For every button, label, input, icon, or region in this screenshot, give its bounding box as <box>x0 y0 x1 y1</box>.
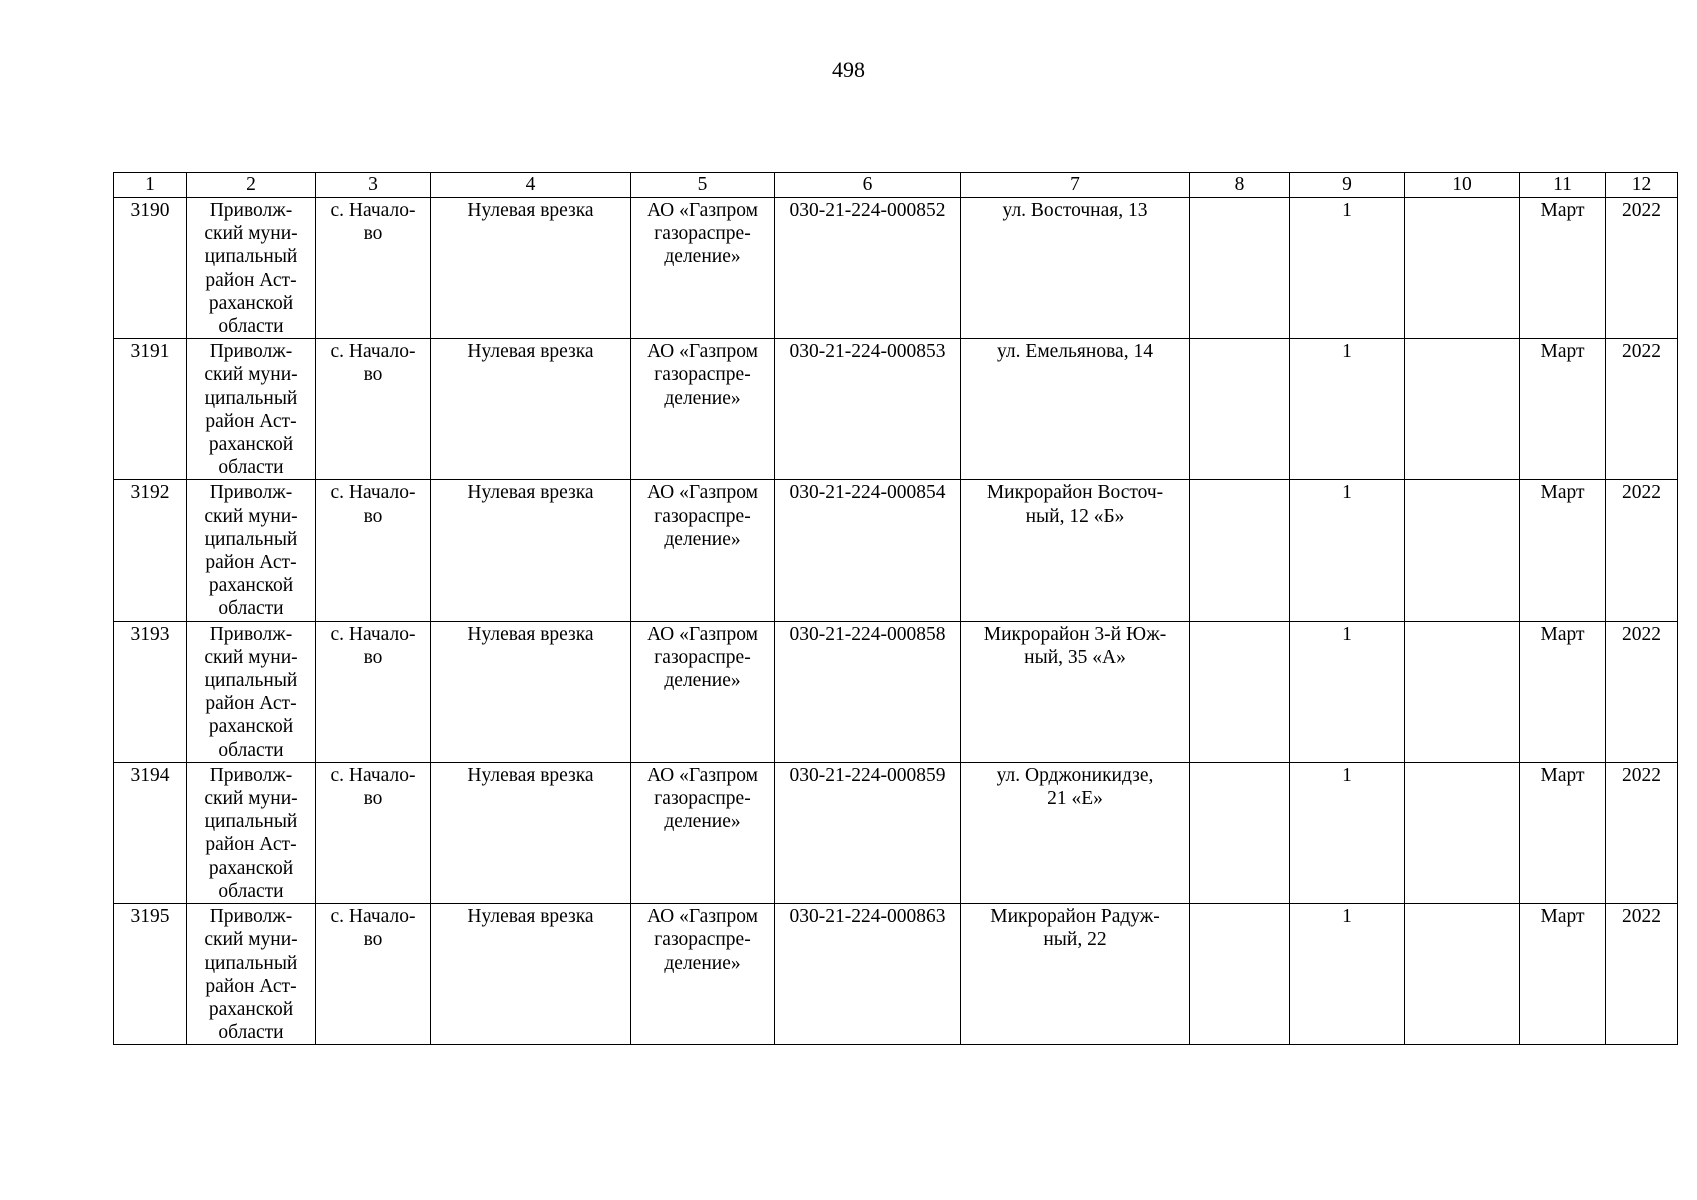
table-row <box>114 762 1678 903</box>
column-8-cell <box>1190 904 1290 1045</box>
column-header-10: 10 <box>1405 173 1520 198</box>
column-header-6: 6 <box>775 173 961 198</box>
table-row <box>114 198 1678 339</box>
organization-cell: АО «Газпром газораспре- деление» <box>631 198 775 339</box>
address-cell: Микрорайон 3-й Юж- ный, 35 «А» <box>961 621 1190 762</box>
column-8-cell <box>1190 339 1290 480</box>
code-cell: 030-21-224-000859 <box>775 762 961 903</box>
registry-table <box>113 172 1678 1045</box>
year-cell: 2022 <box>1606 762 1678 903</box>
work-type-cell: Нулевая врезка <box>431 339 631 480</box>
locality-cell: с. Начало- во <box>316 480 431 621</box>
column-header-7: 7 <box>961 173 1190 198</box>
locality-cell: с. Начало- во <box>316 621 431 762</box>
organization-cell: АО «Газпром газораспре- деление» <box>631 480 775 621</box>
work-type-cell: Нулевая врезка <box>431 480 631 621</box>
row-number-cell: 3193 <box>114 621 187 762</box>
work-type-cell: Нулевая врезка <box>431 621 631 762</box>
column-8-cell <box>1190 198 1290 339</box>
year-cell: 2022 <box>1606 198 1678 339</box>
quantity-cell: 1 <box>1290 198 1405 339</box>
locality-cell: с. Начало- во <box>316 198 431 339</box>
district-cell: Приволж- ский муни- ципальный район Аст- раханской области <box>187 339 316 480</box>
organization-cell: АО «Газпром газораспре- деление» <box>631 762 775 903</box>
organization-cell: АО «Газпром газораспре- деление» <box>631 904 775 1045</box>
month-cell: Март <box>1520 339 1606 480</box>
column-10-cell <box>1405 904 1520 1045</box>
district-cell: Приволж- ский муни- ципальный район Аст- раханской области <box>187 480 316 621</box>
address-cell: ул. Емельянова, 14 <box>961 339 1190 480</box>
quantity-cell: 1 <box>1290 904 1405 1045</box>
work-type-cell: Нулевая врезка <box>431 904 631 1045</box>
code-cell: 030-21-224-000863 <box>775 904 961 1045</box>
month-cell: Март <box>1520 621 1606 762</box>
row-number-cell: 3191 <box>114 339 187 480</box>
address-cell: ул. Восточная, 13 <box>961 198 1190 339</box>
quantity-cell: 1 <box>1290 621 1405 762</box>
row-number-cell: 3190 <box>114 198 187 339</box>
table-row <box>114 621 1678 762</box>
year-cell: 2022 <box>1606 904 1678 1045</box>
row-number-cell: 3192 <box>114 480 187 621</box>
column-header-4: 4 <box>431 173 631 198</box>
quantity-cell: 1 <box>1290 762 1405 903</box>
locality-cell: с. Начало- во <box>316 762 431 903</box>
address-cell: Микрорайон Радуж- ный, 22 <box>961 904 1190 1045</box>
district-cell: Приволж- ский муни- ципальный район Аст- раханской области <box>187 904 316 1045</box>
month-cell: Март <box>1520 762 1606 903</box>
page-number: 498 <box>832 57 865 82</box>
column-header-12: 12 <box>1606 173 1678 198</box>
column-header-2: 2 <box>187 173 316 198</box>
table-row <box>114 480 1678 621</box>
column-header-9: 9 <box>1290 173 1405 198</box>
organization-cell: АО «Газпром газораспре- деление» <box>631 339 775 480</box>
district-cell: Приволж- ский муни- ципальный район Аст- раханской области <box>187 762 316 903</box>
column-10-cell <box>1405 621 1520 762</box>
district-cell: Приволж- ский муни- ципальный район Аст- раханской области <box>187 198 316 339</box>
column-header-11: 11 <box>1520 173 1606 198</box>
year-cell: 2022 <box>1606 480 1678 621</box>
month-cell: Март <box>1520 198 1606 339</box>
row-number-cell: 3195 <box>114 904 187 1045</box>
column-8-cell <box>1190 621 1290 762</box>
code-cell: 030-21-224-000852 <box>775 198 961 339</box>
table-row <box>114 339 1678 480</box>
column-8-cell <box>1190 762 1290 903</box>
year-cell: 2022 <box>1606 621 1678 762</box>
column-10-cell <box>1405 339 1520 480</box>
month-cell: Март <box>1520 904 1606 1045</box>
address-cell: Микрорайон Восточ- ный, 12 «Б» <box>961 480 1190 621</box>
row-number-cell: 3194 <box>114 762 187 903</box>
organization-cell: АО «Газпром газораспре- деление» <box>631 621 775 762</box>
quantity-cell: 1 <box>1290 480 1405 621</box>
locality-cell: с. Начало- во <box>316 904 431 1045</box>
column-header-3: 3 <box>316 173 431 198</box>
locality-cell: с. Начало- во <box>316 339 431 480</box>
column-10-cell <box>1405 198 1520 339</box>
district-cell: Приволж- ский муни- ципальный район Аст- раханской области <box>187 621 316 762</box>
column-8-cell <box>1190 480 1290 621</box>
code-cell: 030-21-224-000858 <box>775 621 961 762</box>
month-cell: Март <box>1520 480 1606 621</box>
table-header-row <box>114 173 1678 198</box>
table-row <box>114 904 1678 1045</box>
column-header-5: 5 <box>631 173 775 198</box>
code-cell: 030-21-224-000853 <box>775 339 961 480</box>
column-10-cell <box>1405 762 1520 903</box>
column-header-8: 8 <box>1190 173 1290 198</box>
year-cell: 2022 <box>1606 339 1678 480</box>
address-cell: ул. Орджоникидзе, 21 «Е» <box>961 762 1190 903</box>
quantity-cell: 1 <box>1290 339 1405 480</box>
column-header-1: 1 <box>114 173 187 198</box>
work-type-cell: Нулевая врезка <box>431 762 631 903</box>
code-cell: 030-21-224-000854 <box>775 480 961 621</box>
work-type-cell: Нулевая врезка <box>431 198 631 339</box>
column-10-cell <box>1405 480 1520 621</box>
